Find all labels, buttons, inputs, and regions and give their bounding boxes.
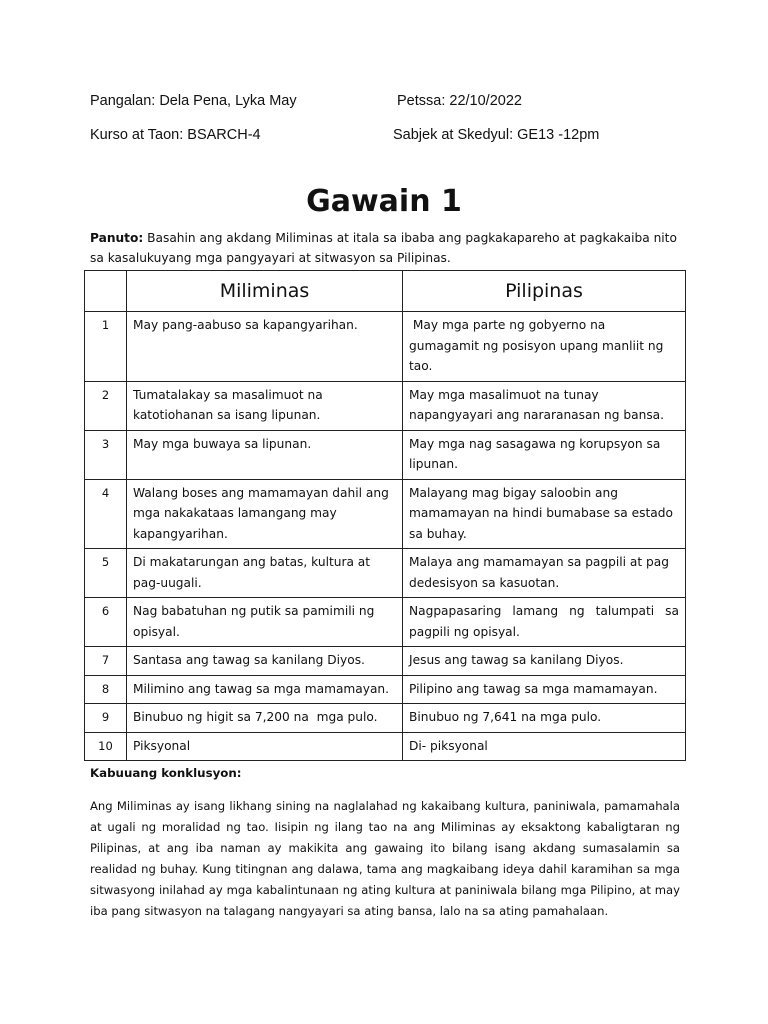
header-pilipinas: Pilipinas — [403, 271, 686, 312]
pilipinas-cell: Jesus ang tawag sa kanilang Diyos. — [403, 647, 686, 676]
table-row — [85, 312, 686, 382]
subject-schedule: Sabjek at Skedyul: GE13 -12pm — [393, 127, 600, 143]
instructions-text: Basahin ang akdang Miliminas at itala sa ibaba ang pagkakapareho at pagkakaiba nito sa kasalukuyang mga pangyayari at sitwasyon sa Pilipinas. — [90, 231, 677, 265]
pilipinas-cell: Malayang mag bigay saloobin ang mamamayan na hindi bumabase sa estado sa buhay. — [403, 479, 686, 549]
miliminas-cell: Tumatalakay sa masalimuot na katotiohanan sa isang lipunan. — [127, 381, 403, 430]
course-year: Kurso at Taon: BSARCH-4 — [90, 127, 261, 143]
table-header-row — [85, 271, 686, 312]
row-number: 6 — [85, 598, 127, 647]
row-number: 9 — [85, 704, 127, 733]
pilipinas-cell: May mga masalimuot na tunay napangyayari ang nararanasan ng bansa. — [403, 381, 686, 430]
table-row — [85, 704, 686, 733]
pilipinas-cell: Malaya ang mamamayan sa pagpili at pag dedesisyon sa kasuotan. — [403, 549, 686, 598]
conclusion-heading: Kabuuang konklusyon: — [90, 766, 242, 780]
miliminas-cell: Milimino ang tawag sa mga mamamayan. — [127, 675, 403, 704]
row-number: 8 — [85, 675, 127, 704]
table-row — [85, 598, 686, 647]
table-row — [85, 430, 686, 479]
row-number: 3 — [85, 430, 127, 479]
pilipinas-cell: Binubuo ng 7,641 na mga pulo. — [403, 704, 686, 733]
table-row — [85, 381, 686, 430]
row-number: 5 — [85, 549, 127, 598]
instructions — [90, 228, 690, 268]
pilipinas-cell: Pilipino ang tawag sa mga mamamayan. — [403, 675, 686, 704]
miliminas-cell: May pang-aabuso sa kapangyarihan. — [127, 312, 403, 382]
row-number: 10 — [85, 732, 127, 761]
pilipinas-cell: May mga nag sasagawa ng korupsyon sa lipunan. — [403, 430, 686, 479]
miliminas-cell: Binubuo ng higit sa 7,200 na mga pulo. — [127, 704, 403, 733]
row-number: 1 — [85, 312, 127, 382]
header-miliminas: Miliminas — [127, 271, 403, 312]
miliminas-cell: Nag babatuhan ng putik sa pamimili ng opisyal. — [127, 598, 403, 647]
table-row — [85, 479, 686, 549]
miliminas-cell: Piksyonal — [127, 732, 403, 761]
miliminas-cell: Santasa ang tawag sa kanilang Diyos. — [127, 647, 403, 676]
pilipinas-cell: Nagpapasaring lamang ng talumpati sa pagpili ng opisyal. — [403, 598, 686, 647]
page-title: Gawain 1 — [306, 184, 462, 219]
conclusion-text: Ang Miliminas ay isang likhang sining na naglalahad ng kakaibang kultura, paniniwala, pamamahala at ugali ng moralidad ng tao. Iisipin ng ilang tao na ang Miliminas ay eksaktong kabaligtaran ng Pilipinas, at ang iba naman ay makikita ang gawaing ito bilang isang akdang sumasalamin sa realidad ng buhay. Kung titingnan ang dalawa, tama ang magkaibang ideya dahil karamihan sa mga sitwasyong inilahad ay mga kabalintunaan ng ating kultura at paniniwala bilang mga Pilipino, at may iba pang sitwasyon na talagang nangyayari sa ating bansa, lalo na sa ating pamahalaan. — [90, 799, 680, 918]
miliminas-cell: Di makatarungan ang batas, kultura at pag-uugali. — [127, 549, 403, 598]
row-number: 2 — [85, 381, 127, 430]
table-row — [85, 549, 686, 598]
row-number: 7 — [85, 647, 127, 676]
row-number: 4 — [85, 479, 127, 549]
instructions-label: Panuto: — [90, 231, 144, 245]
pilipinas-cell: May mga parte ng gobyerno na gumagamit ng posisyon upang manliit ng tao. — [403, 312, 686, 382]
pilipinas-cell: Di- piksyonal — [403, 732, 686, 761]
table-row — [85, 647, 686, 676]
miliminas-cell: May mga buwaya sa lipunan. — [127, 430, 403, 479]
table-row — [85, 732, 686, 761]
date-field: Petssa: 22/10/2022 — [397, 93, 522, 109]
table-row — [85, 675, 686, 704]
student-name: Pangalan: Dela Pena, Lyka May — [90, 93, 297, 109]
header-number — [85, 271, 127, 312]
miliminas-cell: Walang boses ang mamamayan dahil ang mga nakakataas lamangang may kapangyarihan. — [127, 479, 403, 549]
comparison-table — [84, 270, 686, 761]
